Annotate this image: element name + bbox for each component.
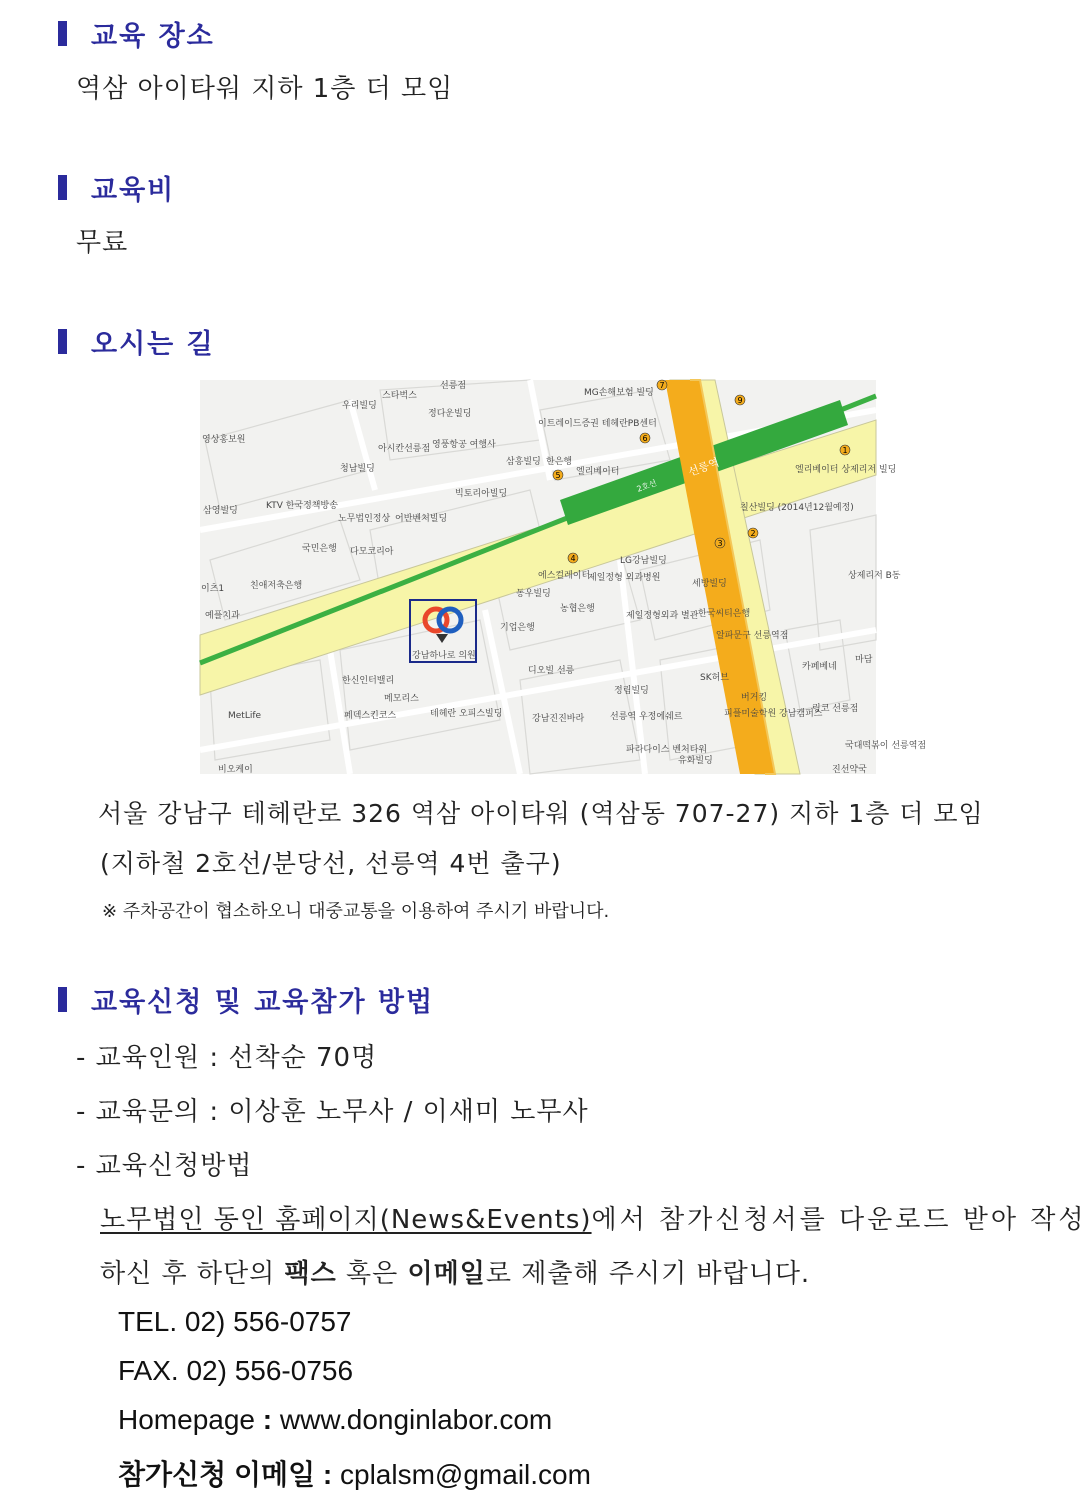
map-label: MG손해보험 빌딩	[584, 388, 654, 398]
map-label: 삼흥빌딩	[506, 457, 541, 467]
map-label: 선릉역 우정에쉐르	[610, 712, 683, 722]
section-title: 오시는 길	[91, 329, 215, 360]
map-label: 동우빌딩	[516, 589, 551, 599]
map-label: 농협은행	[560, 604, 595, 614]
svg-text:3: 3	[717, 539, 723, 548]
map-label: 한은행	[546, 457, 573, 467]
map-label: 이트레이드증권 테헤란PB센터	[538, 419, 657, 429]
homepage-sep: :	[254, 1404, 280, 1435]
map-label: LG강남빌딩	[620, 556, 667, 566]
map-label: 기업은행	[500, 623, 535, 633]
map-label: 상제리저 B동	[848, 571, 901, 581]
section-fee-header	[58, 168, 175, 207]
map-label: 제일정형 외과병원	[588, 573, 661, 583]
email-label: 참가신청 이메일	[118, 1459, 316, 1490]
method-line2-b: 혹은	[336, 1259, 408, 1289]
contact-email	[118, 1453, 591, 1493]
contact-homepage	[118, 1404, 552, 1436]
apply-item-inquiry: - 교육문의 : 이상훈 노무사 / 이새미 노무사	[76, 1097, 589, 1127]
map-label: 영풍항공 여행사	[432, 440, 496, 450]
apply-item-capacity: - 교육인원 : 선착순 70명	[76, 1043, 378, 1073]
map-label: 한국씨티은행	[698, 609, 751, 619]
section-location-header	[58, 14, 215, 53]
map-label: 제일정형외과 별관	[626, 611, 699, 621]
map-label: 에스컬레이터	[538, 571, 591, 581]
map-label: 다모코리아	[350, 547, 394, 557]
map-station-label: 선릉역	[686, 455, 721, 479]
svg-text:1: 1	[842, 446, 848, 455]
email-emphasis: 이메일	[407, 1259, 486, 1289]
map-venue-label: 강남하나로 의원	[412, 651, 476, 661]
map-label: 어반벤처빌딩	[395, 514, 448, 524]
map-label: 링코 선릉점	[812, 704, 859, 714]
location-text: 역삼 아이타워 지하 1층 더 모임	[76, 74, 454, 104]
apply-method-line2	[100, 1253, 810, 1290]
svg-text:7: 7	[659, 381, 665, 390]
section-apply-header	[58, 980, 434, 1019]
svg-text:6: 6	[642, 434, 648, 443]
map-label: 영상홍보원	[202, 435, 246, 445]
contact-tel: TEL. 02) 556-0757	[118, 1306, 352, 1337]
subway-text: (지하철 2호선/분당선, 선릉역 4번 출구)	[100, 849, 562, 878]
map-label: 정다운빌딩	[428, 409, 472, 419]
map-label: 비오케이	[218, 765, 253, 775]
parking-note: ※ 주차공간이 협소하오니 대중교통을 이용하여 주시기 바랍니다.	[102, 901, 610, 922]
map-label: 빅토리아빌딩	[455, 489, 508, 499]
map-label: 청남빌딩	[340, 464, 375, 474]
map-label: 아시칸선릉점	[378, 444, 431, 454]
map-label: 피플미술학원 강남캠퍼스	[724, 709, 823, 719]
fax-emphasis: 팩스	[284, 1259, 337, 1289]
map-label: 테헤란 오피스빌딩	[430, 709, 503, 719]
map-label: 국민은행	[302, 544, 337, 554]
map-label: 강남진진바라	[532, 714, 585, 724]
homepage-url[interactable]: www.donginlabor.com	[279, 1404, 553, 1435]
section-bullet	[58, 987, 67, 1012]
homepage-label: Homepage	[118, 1404, 255, 1435]
svg-text:2: 2	[750, 529, 756, 538]
apply-method-line1	[100, 1199, 1086, 1236]
map-label: 버거킹	[741, 693, 768, 703]
section-title: 교육신청 및 교육참가 방법	[91, 987, 435, 1018]
map-label: 예플치과	[205, 611, 240, 621]
map-label: 우리빌딩	[342, 401, 377, 411]
map-label: 유화빌딩	[678, 756, 713, 766]
map-label: 엘리베이터 상제리저 빌딩	[795, 465, 897, 475]
map-label: 파라다이스 벤처타워	[626, 745, 708, 755]
map-label: 마담	[855, 655, 873, 665]
map-label: 메모리스	[384, 694, 419, 704]
map-label: 친애저축은행	[250, 581, 303, 591]
section-directions-header	[58, 322, 215, 361]
apply-item-method: - 교육신청방법	[76, 1151, 253, 1181]
map-label: 알파문구 선릉역점	[716, 631, 789, 641]
section-title: 교육 장소	[91, 21, 215, 52]
method-text: 에서 참가신청서를 다운로드 받아 작성	[591, 1205, 1086, 1235]
map-label: 국대떡볶이 선릉역점	[845, 741, 927, 751]
map-label: SK허브	[700, 673, 730, 683]
section-title: 교육비	[91, 175, 176, 206]
map-label: 진선약국	[832, 765, 867, 775]
email-address[interactable]: cplalsm@gmail.com	[340, 1459, 591, 1490]
map-label: 노무법인정상	[338, 514, 391, 524]
method-line2-a: 하신 후 하단의	[100, 1259, 285, 1289]
section-bullet	[58, 329, 67, 354]
homepage-link[interactable]: 노무법인 동인 홈페이지(News&Events)	[100, 1205, 592, 1235]
map-label: 삼영빌딩	[203, 506, 238, 516]
map-label: 세방빌딩	[692, 579, 727, 589]
map-label: 페덱스킨코스	[344, 711, 397, 721]
svg-text:4: 4	[570, 554, 576, 563]
map-label: 한신인터밸리	[342, 676, 395, 686]
map-label: 디오빌 선릉	[528, 666, 575, 676]
map-label: 칠산빌딩 (2014년12월예정)	[740, 503, 854, 513]
map-label: 카페베네	[802, 662, 837, 672]
svg-text:9: 9	[737, 396, 743, 405]
svg-text:5: 5	[555, 471, 561, 480]
contact-fax: FAX. 02) 556-0756	[118, 1355, 354, 1386]
section-bullet	[58, 175, 67, 200]
map-label: 이츠1	[201, 584, 225, 594]
map-label: 선릉점	[440, 381, 467, 391]
map-label: 엘리베이터	[576, 467, 620, 477]
location-map[interactable]	[200, 380, 927, 775]
map-label: 정림빌딩	[614, 686, 649, 696]
map-label: KTV 한국정책방송	[266, 501, 338, 511]
email-sep: :	[315, 1459, 341, 1490]
map-label: 스타벅스	[382, 391, 417, 401]
method-line2-c: 로 제출해 주시기 바랍니다.	[485, 1259, 811, 1289]
map-line-label: 2호선	[635, 478, 658, 494]
section-bullet	[58, 21, 67, 46]
map-label: MetLife	[228, 711, 262, 721]
fee-text: 무료	[76, 228, 129, 258]
address-text: 서울 강남구 테헤란로 326 역삼 아이타워 (역삼동 707-27) 지하 1층 더 모임	[98, 799, 984, 828]
